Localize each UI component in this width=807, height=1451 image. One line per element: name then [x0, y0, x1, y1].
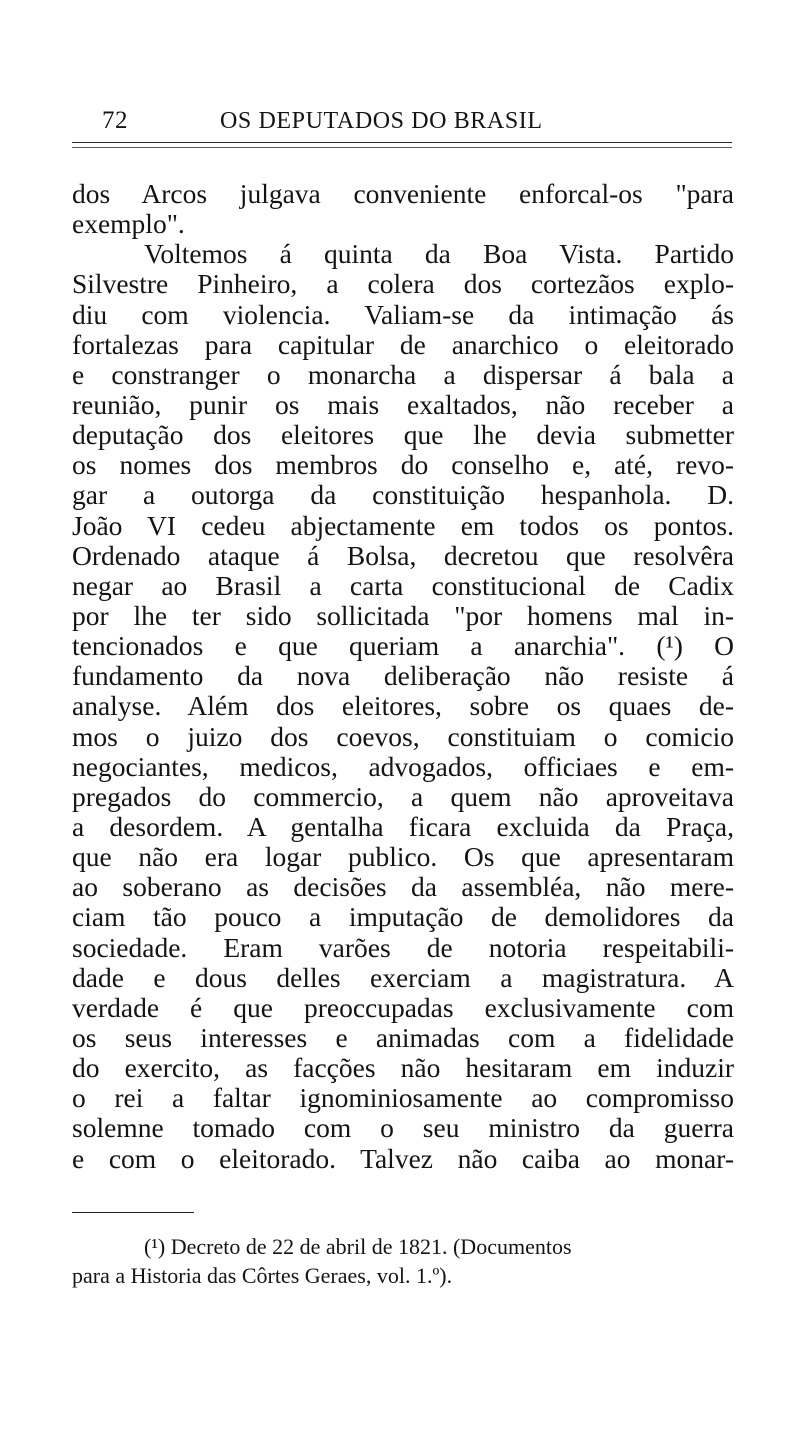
text-line: analyse. Além dos eleitores, sobre os quaes de- — [72, 690, 734, 722]
text-line: dos Arcos julgava conveniente enforcal-os "para — [72, 178, 734, 209]
text-line: sociedade. Eram varões de notoria respeitabili- — [72, 931, 734, 963]
text-line: fortalezas para capitular de anarchico o eleitorado — [72, 328, 734, 360]
body-text — [72, 179, 734, 1174]
text-line: ciam tão pouco a imputação de demolidores da — [72, 901, 734, 933]
text-line: que não era logar publico. Os que apresentaram — [72, 841, 734, 873]
footnote-line: (¹) Decreto de 22 de abril de 1821. (Documentos — [144, 1234, 572, 1259]
text-line: verdade é que preoccupadas exclusivamente com — [72, 991, 734, 1023]
text-line: Voltemos á quinta da Boa Vista. Partido — [144, 238, 734, 270]
text-line: fundamento da nova deliberação não resiste á — [72, 660, 734, 692]
text-line: o rei a faltar ignominiosamente ao compromisso — [72, 1082, 734, 1114]
footnote — [72, 1232, 732, 1290]
text-line: e constranger o monarcha a dispersar á bala a — [72, 358, 734, 390]
text-line: os seus interesses e animadas com a fidelidade — [72, 1021, 734, 1053]
text-line: e com o eleitorado. Talvez não caiba ao monar- — [72, 1142, 734, 1174]
footnote-line: para a Historia das Côrtes Geraes, vol. 1.º). — [72, 1263, 453, 1288]
text-line: diu com violencia. Valiam-se da intimação ás — [72, 298, 734, 330]
text-line: Ordenado ataque á Bolsa, decretou que resolvêra — [72, 539, 734, 571]
running-title: OS DEPUTADOS DO BRASIL — [220, 108, 543, 134]
footnote-rule — [72, 1212, 194, 1213]
text-line: mos o juizo dos coevos, constituiam o comicio — [72, 720, 734, 752]
header-rule-secondary — [72, 147, 732, 148]
text-line: tencionados e que queriam a anarchia". (¹) O — [72, 630, 734, 662]
running-header — [72, 103, 732, 139]
text-line: os nomes dos membros do conselho e, até, revo- — [72, 449, 734, 481]
text-line: Silvestre Pinheiro, a colera dos cortezãos explo- — [72, 268, 734, 300]
text-line: a desordem. A gentalha ficara excluida da Praça, — [72, 810, 734, 842]
text-line: ao soberano as decisões da assembléa, não mere- — [72, 871, 734, 903]
text-line: gar a outorga da constituição hespanhola. D. — [72, 479, 734, 511]
header-rule — [72, 142, 732, 143]
text-line: negar ao Brasil a carta constitucional de Cadix — [72, 569, 734, 601]
page-number: 72 — [102, 107, 128, 134]
text-line: João VI cedeu abjectamente em todos os pontos. — [72, 509, 734, 541]
text-line: do exercito, as facções não hesitaram em induzir — [72, 1052, 734, 1084]
text-line: exemplo". — [72, 208, 185, 240]
text-line: por lhe ter sido sollicitada "por homens mal in- — [72, 599, 734, 631]
text-line: deputação dos eleitores que lhe devia submetter — [72, 419, 734, 451]
text-line: reunião, punir os mais exaltados, não receber a — [72, 388, 734, 420]
text-line: negociantes, medicos, advogados, officiaes e em- — [72, 750, 734, 782]
text-line: pregados do commercio, a quem não aproveitava — [72, 780, 734, 812]
text-line: solemne tomado com o seu ministro da guerra — [72, 1112, 734, 1144]
text-line: dade e dous delles exerciam a magistratura. A — [72, 961, 734, 993]
